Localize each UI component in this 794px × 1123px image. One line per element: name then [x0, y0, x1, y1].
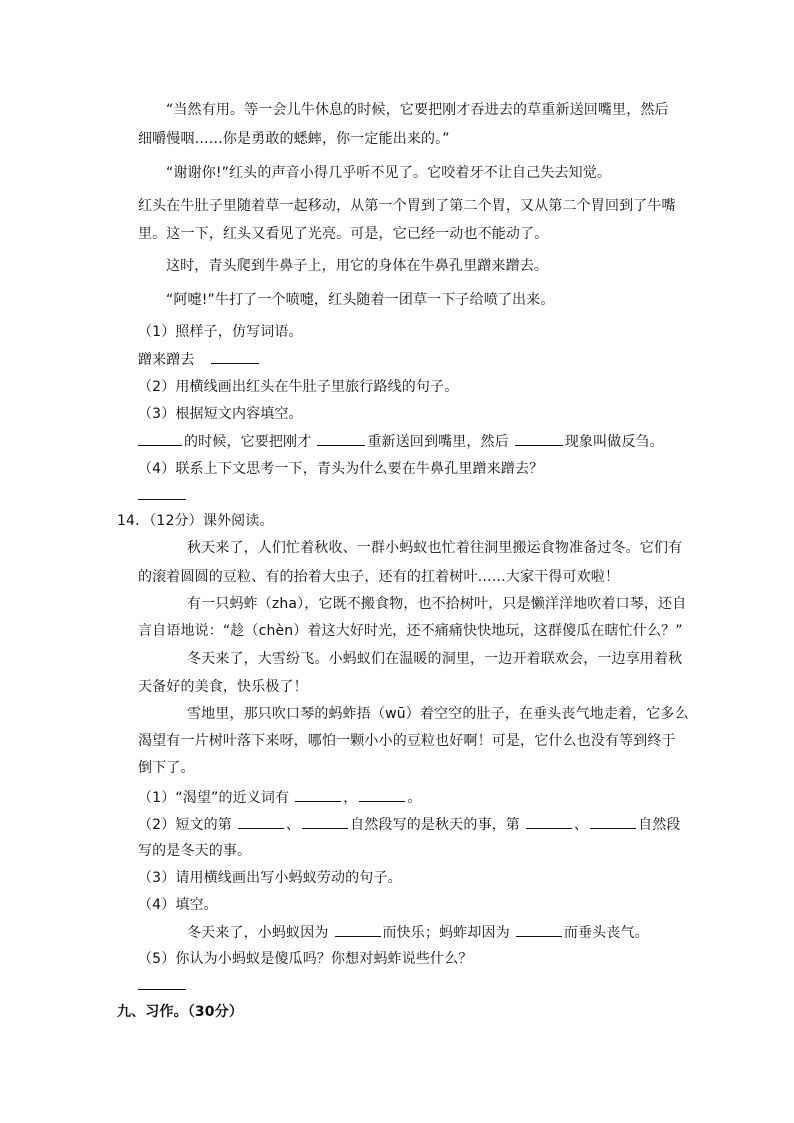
story-paragraph-5: “阿嚏!”牛打了一个喷嚏，红头随着一团草一下子给喷了出来。 — [166, 292, 555, 308]
q14-paragraph-4-line-2: 渴望有一片树叶落下来呀，哪怕一颗小小的豆粒也好啊！可是，它什么也没有等到终于 — [138, 733, 676, 749]
q14-sub-1 — [138, 787, 422, 808]
answer-blank[interactable] — [295, 787, 341, 802]
fill-text: （2）短文的第 — [138, 817, 232, 833]
fill-text: 而垂头丧气。 — [563, 925, 649, 941]
q14-sub-5: （5）你认为小蚂蚁是傻瓜吗？你想对蚂蚱说些什么？ — [138, 951, 473, 967]
fill-text: 自然段写的是秋天的事，第 — [350, 817, 520, 833]
answer-blank[interactable] — [590, 814, 636, 829]
q14-paragraph-2-line-2: 言自语地说：“趁（chèn）着这大好时光，还不痛痛快快地玩，这群傻瓜在瞎忙什么？” — [138, 623, 683, 639]
q13-sub-3-fill — [138, 431, 664, 452]
story-paragraph-4: 这时，青头爬到牛鼻子上，用它的身体在牛鼻孔里蹭来蹭去。 — [166, 258, 549, 274]
fill-text: 重新送回到嘴里，然后 — [367, 434, 509, 450]
q14-sub-2 — [138, 814, 681, 835]
answer-line[interactable] — [138, 989, 186, 990]
answer-blank[interactable] — [317, 431, 365, 446]
fill-text: （1）“渴望”的近义词有 — [138, 790, 290, 806]
story-paragraph-2: “谢谢你!”红头的声音小得几乎听不见了。它咬着牙不让自己失去知觉。 — [166, 165, 612, 181]
fill-text: 现象叫做反刍。 — [564, 434, 664, 450]
q13-sub-2: （2）用横线画出红头在牛肚子里旅行路线的句子。 — [138, 379, 459, 395]
answer-line[interactable] — [138, 499, 186, 500]
fill-text: 、 — [573, 817, 589, 833]
fill-text: 冬天来了，小蚂蚁因为 — [187, 925, 329, 941]
example-word: 蹭来蹭去 — [138, 352, 195, 368]
fill-text: 、 — [285, 817, 301, 833]
answer-blank[interactable] — [238, 814, 284, 829]
fill-text: 的时候，它要把刚才 — [184, 434, 312, 450]
answer-blank[interactable] — [138, 431, 182, 446]
q14-paragraph-1-line-2: 的滚着圆圆的豆粒、有的抬着大虫子，还有的扛着树叶……大家干得可欢啦！ — [138, 569, 620, 585]
q14-paragraph-1-line-1: 秋天来了，人们忙着秋收、一群小蚂蚁也忙着往洞里搬运食物准备过冬。它们有 — [187, 540, 683, 556]
q14-paragraph-4-line-3: 倒下了。 — [138, 760, 195, 776]
fill-text: 自然段 — [638, 817, 681, 833]
q13-sub-3: （3）根据短文内容填空。 — [138, 406, 303, 422]
answer-blank[interactable] — [516, 922, 562, 937]
fill-text: 。 — [407, 790, 422, 806]
q14-heading: 14．（12分）课外阅读。 — [117, 513, 274, 529]
story-paragraph-3-line-1: 红头在牛肚子里随着草一起移动，从第一个胃到了第二个胃，又从第二个胃回到了牛嘴 — [138, 198, 676, 214]
answer-blank[interactable] — [211, 349, 259, 364]
q14-sub-3: （3）请用横线画出写小蚂蚁劳动的句子。 — [138, 870, 402, 886]
q13-sub-4: （4）联系上下文思考一下，青头为什么要在牛鼻孔里蹭来蹭去？ — [138, 461, 544, 477]
q14-paragraph-3-line-1: 冬天来了，大雪纷飞。小蚂蚁们在温暖的洞里，一边开着联欢会，一边享用着秋 — [187, 651, 683, 667]
answer-blank[interactable] — [515, 431, 563, 446]
q14-sub-2-line-2: 写的是冬天的事。 — [138, 843, 252, 859]
answer-blank[interactable] — [335, 922, 381, 937]
q13-sub-1: （1）照样子，仿写词语。 — [138, 324, 303, 340]
q14-paragraph-3-line-2: 天备好的美食，快乐极了！ — [138, 679, 308, 695]
q14-paragraph-4-line-1: 雪地里，那只吹口琴的蚂蚱捂（wū）着空空的肚子，在垂头丧气地走着，它多么 — [187, 706, 689, 722]
answer-blank[interactable] — [302, 814, 348, 829]
section-9-heading: 九、习作。（30分） — [117, 1004, 243, 1020]
fill-text: ， — [343, 790, 358, 806]
story-paragraph-1-line-1: “当然有用。等一会儿牛休息的时候，它要把刚才吞进去的草重新送回嘴里，然后 — [166, 102, 669, 118]
fill-text: 而快乐；蚂蚱却因为 — [382, 925, 510, 941]
story-paragraph-3-line-2: 里。这一下，红头又看见了光亮。可是，它已经一动也不能动了。 — [138, 226, 549, 242]
q13-sub-1-example — [138, 349, 261, 370]
answer-blank[interactable] — [526, 814, 572, 829]
story-paragraph-1-line-2: 细嚼慢咽……你是勇敢的蟋蟀，你一定能出来的。” — [138, 131, 450, 147]
q14-sub-4: （4）填空。 — [138, 897, 218, 913]
answer-blank[interactable] — [359, 787, 405, 802]
q14-sub-4-fill — [187, 922, 649, 943]
q14-paragraph-2-line-1: 有一只蚂蚱（zha），它既不搬食物，也不拾树叶，只是懒洋洋地吹着口琴，还自 — [187, 596, 687, 612]
